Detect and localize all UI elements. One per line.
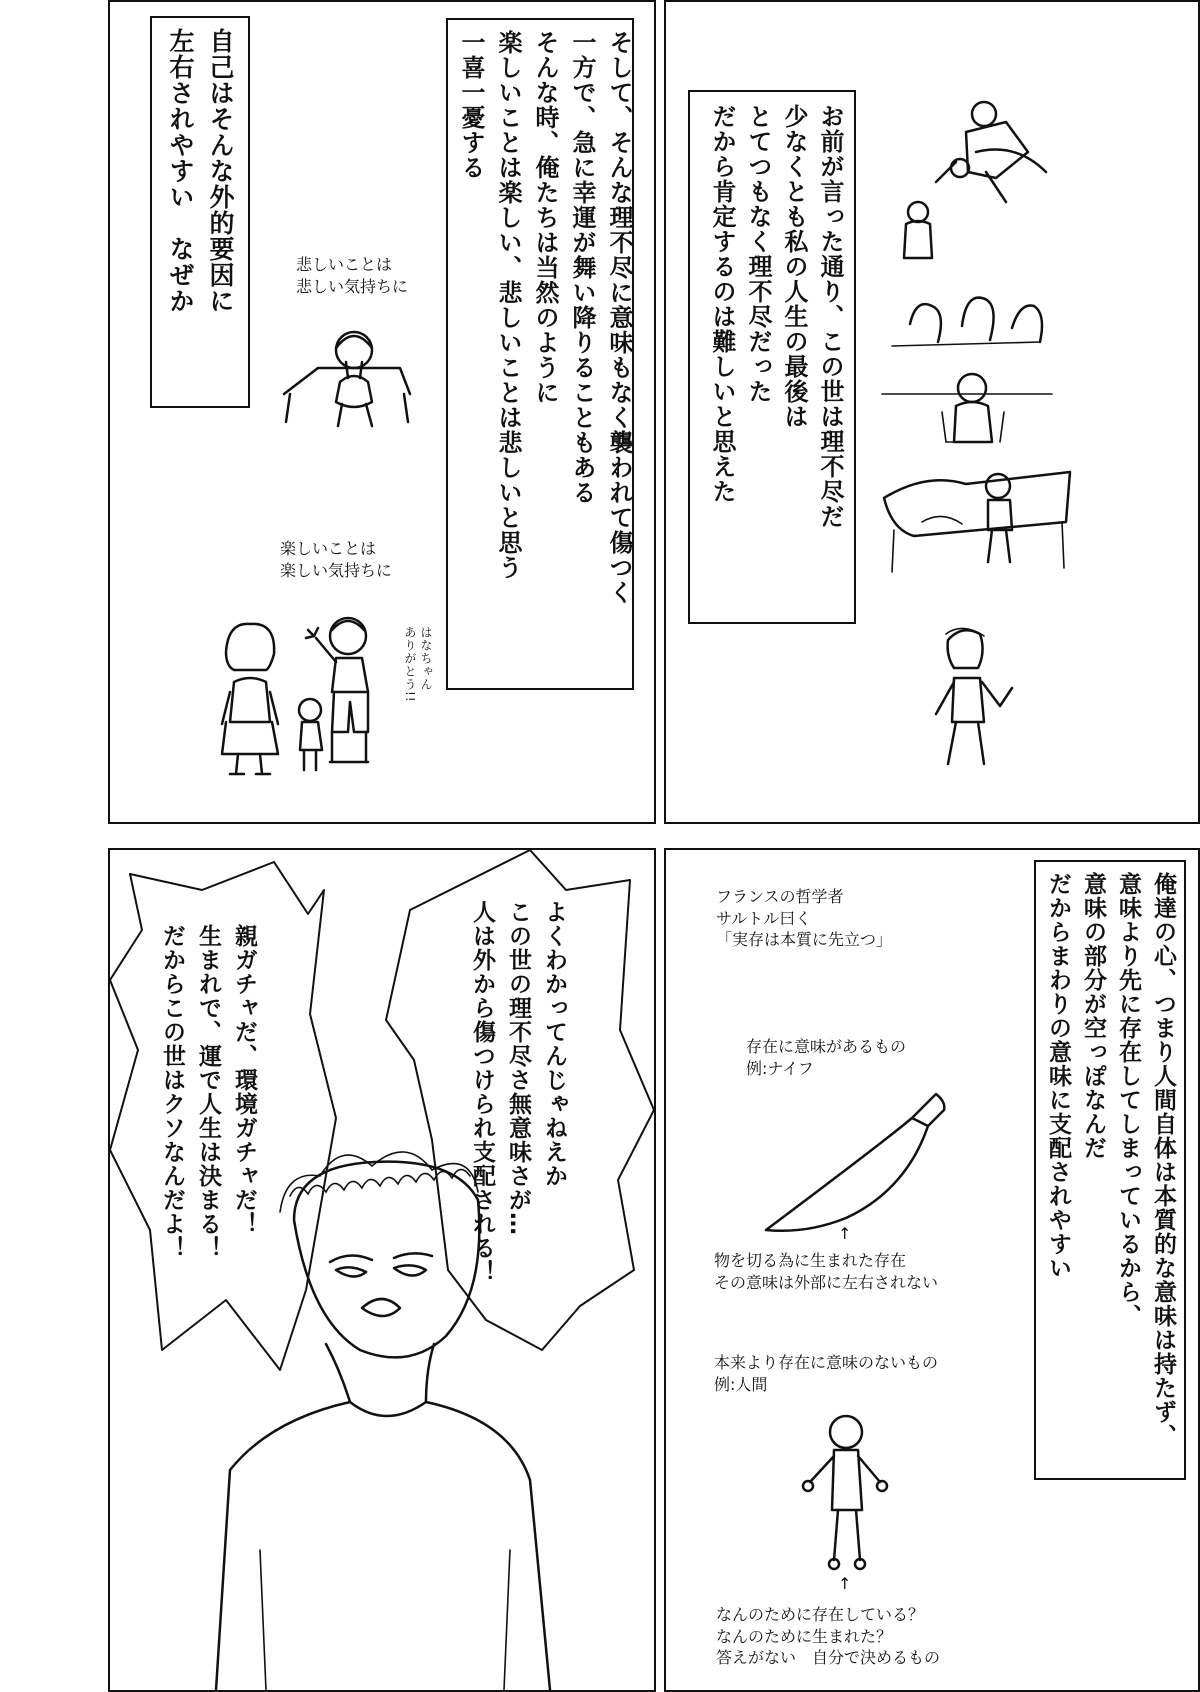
scene-group-figures [892, 298, 1042, 346]
scene-interview [882, 374, 1052, 442]
human-figure-illustration [803, 1416, 887, 1569]
panel-top-left [108, 0, 656, 824]
label-happy: 楽しいことは 楽しい気持ちに [280, 539, 393, 580]
knife-heading: 存在に意味があるもの 例:ナイフ [746, 1037, 907, 1078]
bubble-left-text: 親ガチャだ、環境ガチャだ！ 生まれで、運で人生は決まる！ だからこの世はクソなんだよ！ [159, 924, 257, 1260]
scene-struggle-illustration [936, 102, 1046, 202]
sartre-note: フランスの哲学者 サルトル曰く 「実存は本質に先立つ」 [716, 887, 893, 950]
panel-top-right [664, 0, 1200, 824]
scene-hospital-bed [884, 472, 1070, 572]
scene-lone-figure [904, 202, 932, 258]
caption-bottom-right-text: 俺達の心、つまり人間自体は本質的な意味は持たず、 意味より先に存在してしまっているから、 意味の部分が空っぽなんだ だからまわりの意味に支配されやすい [1045, 872, 1176, 1448]
caption-top-right-text: お前が言った通り、この世は理不尽だ 少なくとも私の人生の最後は とてつもなく理不尽だった だから肯定するのは難しいと思えた [708, 104, 844, 529]
protagonist-with-knife [936, 628, 1012, 764]
panel-bottom-right [664, 848, 1200, 1692]
knife-description: 物を切る為に生まれた存在 その意味は外部に左右されない [714, 1251, 939, 1292]
human-heading: 本来より存在に意味のないもの 例:人間 [714, 1353, 939, 1394]
family-figures-illustration [299, 618, 368, 770]
caption-main-text: そして、そんな理不尽に意味もなく襲われて傷つく 一方で、急に幸運が舞い降りることもある そんな時、俺たちは当然のように 楽しいことは楽しい、悲しいことは悲しいと思う 一喜一憂する [457, 30, 633, 605]
knife-and-human-drawings [666, 850, 1198, 1690]
panel-bottom-left [108, 848, 656, 1692]
bubble-right-text: よくわかってんじゃねえか この世の理不尽さ無意味さが… 人は外から傷つけられ支配される！ [469, 900, 567, 1284]
caption-self-text: 自己はそんな外的要因に 左右されやすい なぜか [166, 28, 235, 314]
handwritten-thanks: はなちゃん ありがとう!! [403, 626, 433, 703]
human-description: なんのために存在している？ なんのために生まれた？ 答えがない 自分で決めるもの [716, 1605, 941, 1668]
woman-figure-illustration [222, 624, 278, 774]
scene-drawings [110, 2, 654, 822]
knife-illustration [766, 1094, 944, 1231]
knife-arrow: ↑ [838, 1224, 852, 1243]
memory-sequence-drawings [666, 2, 1198, 822]
human-arrow: ↑ [838, 1574, 852, 1593]
crying-figure-illustration [284, 332, 410, 426]
label-sad: 悲しいことは 悲しい気持ちに [296, 255, 409, 296]
